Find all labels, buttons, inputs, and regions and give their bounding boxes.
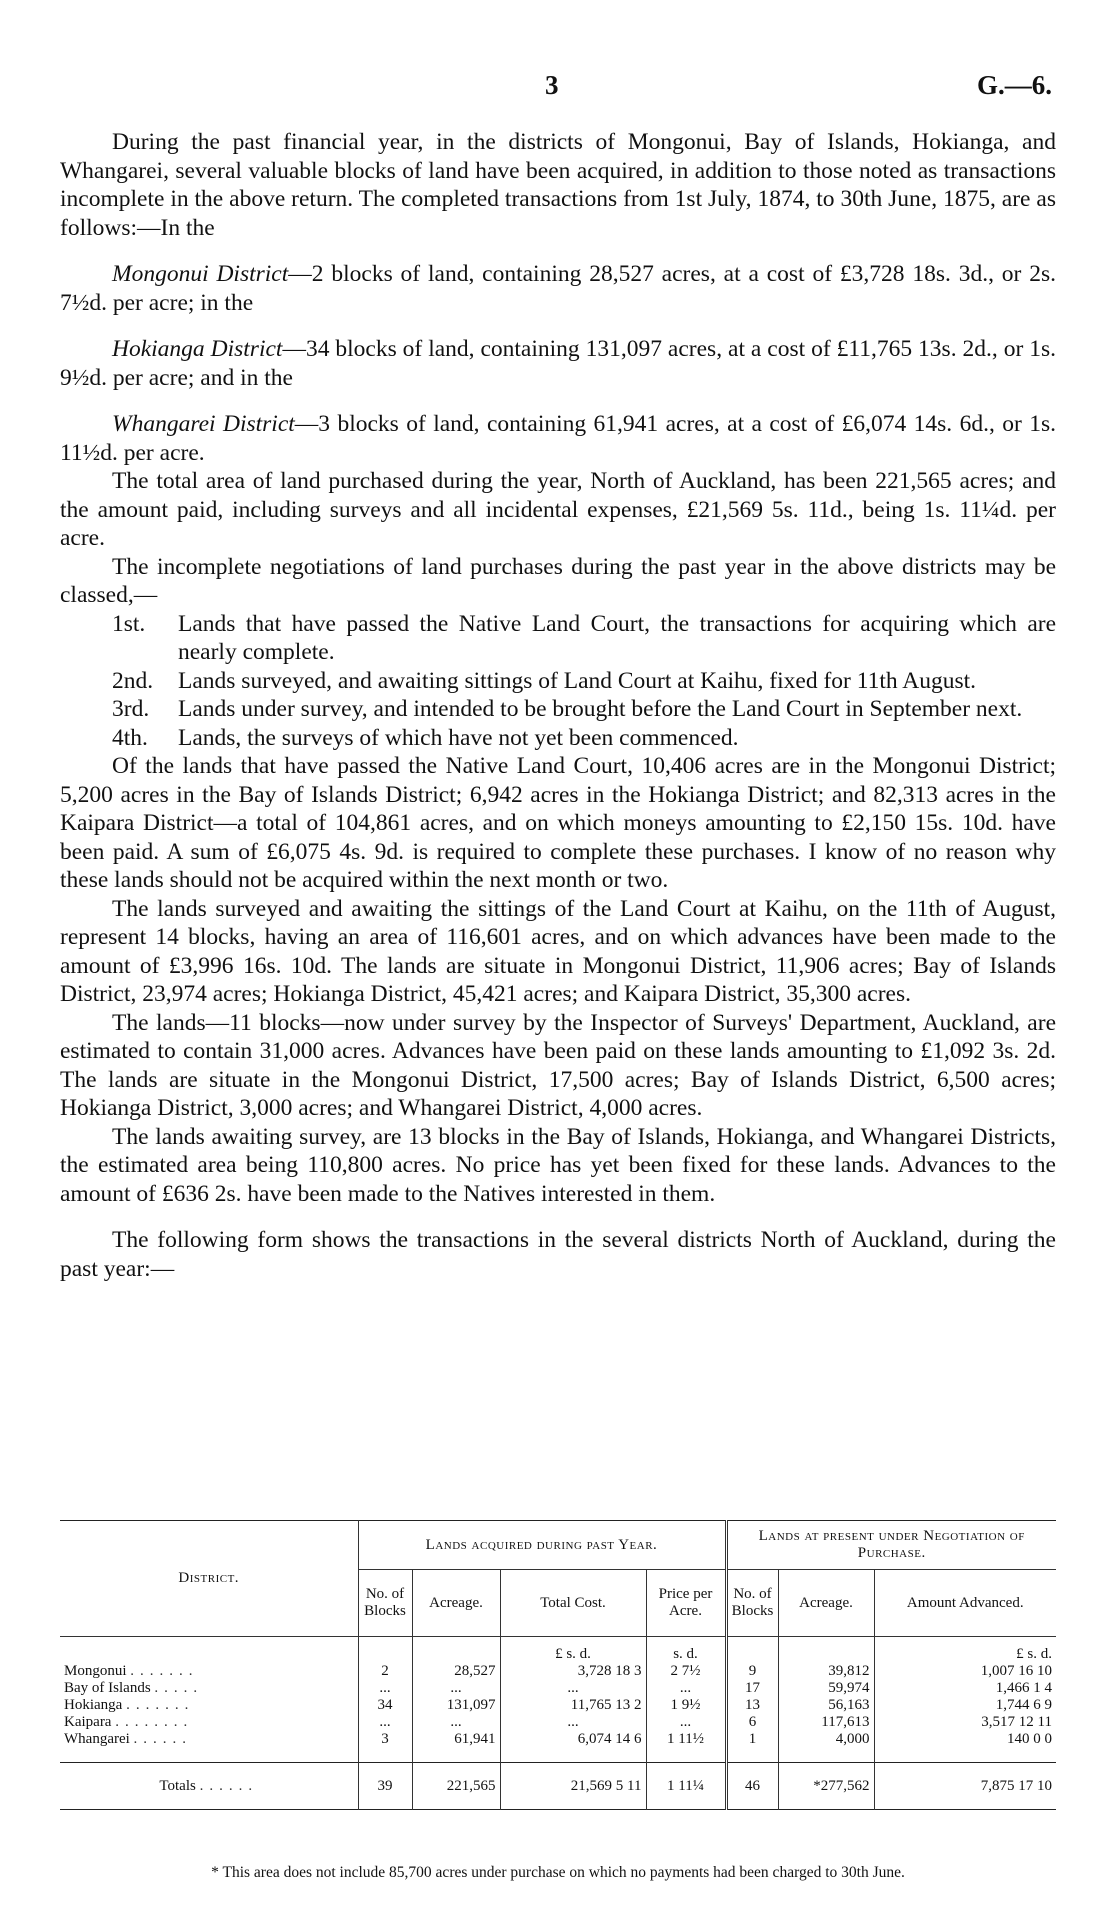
cell-total-cost: 3,728 18 3 (500, 1663, 646, 1680)
cell-price: 1 9½ (646, 1697, 726, 1714)
column-header-price: Price per Acre. (646, 1570, 726, 1637)
column-header-blocks: No. of Blocks (358, 1570, 412, 1637)
cell-price: 1 11½ (646, 1731, 726, 1763)
units-cost: £ s. d. (500, 1637, 646, 1664)
paragraph-incomplete: The incomplete negotiations of land purchases during the past year in the above districts may be classed,— (60, 553, 1056, 608)
list-item-text: Lands that have passed the Native Land Court, the transactions for acquiring which are nearly complete. (178, 610, 1056, 665)
cell-price: ... (646, 1680, 726, 1697)
column-header-district: District. (178, 1570, 240, 1586)
list-item-text: Lands under survey, and intended to be brought before the Land Court in September next. (178, 696, 1023, 722)
cell-price: 2 7½ (646, 1663, 726, 1680)
cell-acreage: ... (412, 1680, 500, 1697)
page-header (0, 70, 1114, 104)
cell-blocks: ... (358, 1680, 412, 1697)
paragraph-table-intro: The following form shows the transactions in the several districts North of Auckland, during the past year:— (60, 1227, 1056, 1282)
list-item (112, 667, 1056, 696)
table-row (60, 1663, 1056, 1680)
cell-blocks-negotiation: 9 (726, 1663, 778, 1680)
cell-acreage: 131,097 (412, 1697, 500, 1714)
paragraph-total-area: The total area of land purchased during the year, North of Auckland, has been 221,565 acres; and the amount paid, including surveys and all incidental expenses, £21,569 5s. 11d., being 1s. 11¼d. per acre. (60, 468, 1056, 551)
page-number: 3 (545, 70, 559, 100)
list-item-number: 2nd. (112, 667, 154, 694)
cell-totals-label: Totals ...... (159, 1777, 259, 1794)
list-item-text: Lands, the surveys of which have not yet been commenced. (178, 724, 739, 751)
body-text (60, 128, 1056, 1283)
cell-total-cost: ... (500, 1714, 646, 1731)
district-text-whangarei: —3 blocks of land, containing 61,941 acres, at a cost of £6,074 14s. 6d., or 1s. 11½d. per acre. (60, 411, 1056, 466)
column-header-total-cost: Total Cost. (500, 1570, 646, 1637)
table-row (60, 1714, 1056, 1731)
cell-district: Mongonui ....... (64, 1663, 199, 1679)
list-item (112, 610, 1056, 667)
document-code: G.—6. (976, 70, 1052, 100)
cell-blocks: 2 (358, 1663, 412, 1680)
cell-total-cost: ... (500, 1680, 646, 1697)
list-item (112, 724, 1056, 753)
paragraph-whangarei (60, 410, 1056, 467)
list-item-number: 4th. (112, 724, 148, 751)
cell-amount-advanced: 3,517 12 11 (874, 1714, 1056, 1731)
cell-amount-advanced: 1,007 16 10 (874, 1663, 1056, 1680)
cell-acreage-negotiation: 117,613 (778, 1714, 874, 1731)
list-item-number: 1st. (112, 610, 146, 637)
cell-totals-blocks-negotiation: 46 (726, 1763, 778, 1810)
paragraph-land-court: Of the lands that have passed the Native Land Court, 10,406 acres are in the Mongonui District; 5,200 acres in the Bay of Islands District; 6,942 acres in the Hokianga District; and 82,313 acres in the Kaipara District—a total of 104,861 acres, and on which moneys amounting to £2,150 15s. 10d. have been paid. A sum of £6,075 4s. 9d. is required to complete these purchases. I know of no reason why these lands should not be acquired within the next month or two. (60, 753, 1056, 893)
cell-blocks: 3 (358, 1731, 412, 1763)
cell-totals-acreage: 221,565 (412, 1763, 500, 1810)
cell-district: Bay of Islands ..... (64, 1680, 204, 1696)
cell-blocks-negotiation: 13 (726, 1697, 778, 1714)
cell-blocks: ... (358, 1714, 412, 1731)
cell-price: ... (646, 1714, 726, 1731)
table-totals-row (60, 1763, 1056, 1810)
district-text-mongonui: —2 blocks of land, containing 28,527 acres, at a cost of £3,728 18s. 3d., or 2s. 7½d. per acre; in the (60, 261, 1056, 316)
cell-district: Kaipara ........ (64, 1714, 194, 1730)
cell-total-cost: 6,074 14 6 (500, 1731, 646, 1763)
district-name-mongonui: Mongonui District (112, 261, 289, 287)
paragraph-mongonui (60, 260, 1056, 317)
column-header-amount-advanced: Amount Advanced. (874, 1570, 1056, 1637)
cell-amount-advanced: 1,744 6 9 (874, 1697, 1056, 1714)
cell-amount-advanced: 140 0 0 (874, 1731, 1056, 1763)
cell-blocks: 34 (358, 1697, 412, 1714)
list-item-number: 3rd. (112, 696, 150, 722)
cell-totals-cost: 21,569 5 11 (500, 1763, 646, 1810)
district-summary-table (60, 1520, 1056, 1810)
list-item (112, 695, 1056, 724)
district-text-hokianga: —34 blocks of land, containing 131,097 acres, at a cost of £11,765 13s. 2d., or 1s. 9½d. per acre; and in the (60, 336, 1056, 391)
cell-acreage: 61,941 (412, 1731, 500, 1763)
table-header-group-row (60, 1521, 1056, 1570)
paragraph-hokianga (60, 335, 1056, 392)
cell-blocks-negotiation: 1 (726, 1731, 778, 1763)
cell-totals-amount: 7,875 17 10 (874, 1763, 1056, 1810)
cell-acreage: 28,527 (412, 1663, 500, 1680)
cell-acreage: ... (412, 1714, 500, 1731)
units-price: s. d. (646, 1637, 726, 1664)
column-header-blocks-negotiation: No. of Blocks (726, 1570, 778, 1637)
paragraph-kaihu: The lands surveyed and awaiting the sittings of the Land Court at Kaihu, on the 11th of August, represent 14 blocks, having an area of 116,601 acres, and on which advances have been made to the amount of £3,996 16s. 10d. The lands are situate in Mongonui District, 11,906 acres; Bay of Islands District, 23,974 acres; Hokianga District, 45,421 acres; and Kaipara District, 35,300 acres. (60, 895, 1056, 1007)
paragraph-awaiting-survey: The lands awaiting survey, are 13 blocks in the Bay of Islands, Hokianga, and Whangarei Districts, the estimated area being 110,800 acres. No price has yet been fixed for these lands. Advances to the amount of £636 2s. have been made to the Natives interested in them. (60, 1123, 1056, 1207)
cell-totals-price: 1 11¼ (646, 1763, 726, 1810)
cell-acreage-negotiation: 59,974 (778, 1680, 874, 1697)
cell-totals-acreage-negotiation: *277,562 (778, 1763, 874, 1810)
cell-amount-advanced: 1,466 1 4 (874, 1680, 1056, 1697)
paragraph-under-survey: The lands—11 blocks—now under survey by the Inspector of Surveys' Department, Auckland, are estimated to contain 31,000 acres. Advances have been paid on these lands amounting to £1,092 3s. 2d. The lands are situate in the Mongonui District, 17,500 acres; Bay of Islands District, 6,500 acres; Hokianga District, 3,000 acres; and Whangarei District, 4,000 acres. (60, 1009, 1056, 1121)
cell-acreage-negotiation: 56,163 (778, 1697, 874, 1714)
cell-acreage-negotiation: 39,812 (778, 1663, 874, 1680)
column-header-acreage: Acreage. (412, 1570, 500, 1637)
cell-blocks-negotiation: 6 (726, 1714, 778, 1731)
table-row (60, 1731, 1056, 1763)
cell-district: Whangarei ...... (64, 1731, 193, 1747)
table-units-row (60, 1637, 1056, 1664)
footnote: * This area does not include 85,700 acres under purchase on which no payments had been charged to 30th June. (211, 1864, 905, 1881)
cell-totals-blocks: 39 (358, 1763, 412, 1810)
units-amount: £ s. d. (874, 1637, 1056, 1664)
group-header-acquired: Lands acquired during past Year. (358, 1521, 726, 1570)
table-row (60, 1697, 1056, 1714)
table-row (60, 1680, 1056, 1697)
cell-blocks-negotiation: 17 (726, 1680, 778, 1697)
district-name-whangarei: Whangarei District (112, 411, 295, 437)
cell-acreage-negotiation: 4,000 (778, 1731, 874, 1763)
cell-district: Hokianga ....... (64, 1697, 195, 1713)
list-item-text: Lands surveyed, and awaiting sittings of Land Court at Kaihu, fixed for 11th August. (178, 667, 976, 694)
district-name-hokianga: Hokianga District (112, 336, 283, 362)
group-header-negotiation: Lands at present under Negotiation of Purchase. (726, 1521, 1056, 1570)
cell-total-cost: 11,765 13 2 (500, 1697, 646, 1714)
column-header-acreage-negotiation: Acreage. (778, 1570, 874, 1637)
paragraph-intro: During the past financial year, in the districts of Mongonui, Bay of Islands, Hokianga, and Whangarei, several valuable blocks of land have been acquired, in addition to those noted as transactions incomplete in the above return. The completed transactions from 1st July, 1874, to 30th June, 1875, are as follows:—In the (60, 129, 1056, 241)
